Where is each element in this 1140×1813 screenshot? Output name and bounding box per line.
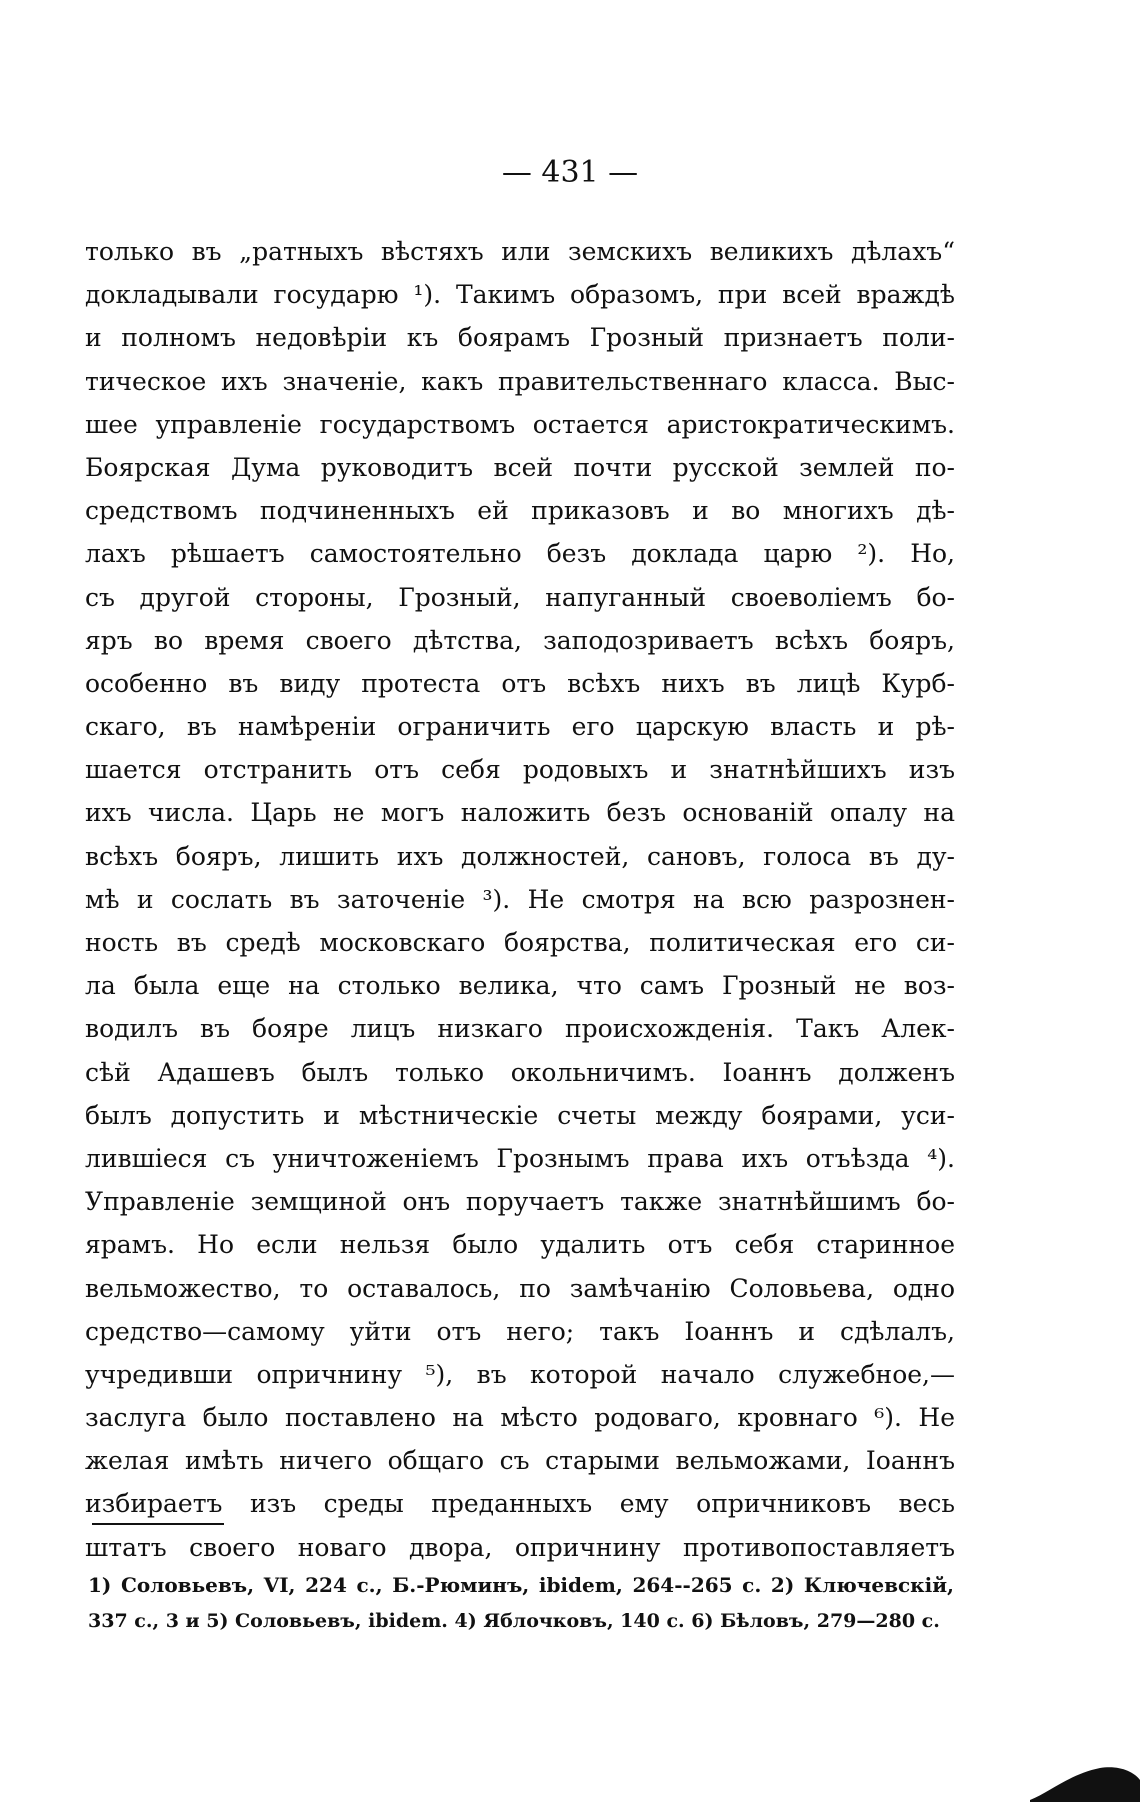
footnote-line: 337 с., 3 и 5) Соловьевъ, ibidem. 4) Яблочковъ, 140 с. 6) Бѣловъ, 279—280 с. (88, 1610, 940, 1632)
text-line: особенно въ виду протеста отъ всѣхъ нихъ въ лицѣ Курб- (85, 668, 955, 698)
ink-blot (1030, 1762, 1140, 1802)
text-line: желая имѣть ничего общаго съ старыми вельможами, Іоаннъ (85, 1446, 955, 1476)
text-line: докладывали государю ¹). Такимъ образомъ, при всей враждѣ (85, 280, 955, 310)
footnote-divider (92, 1523, 224, 1525)
text-line: ихъ числа. Царь не могъ наложить безъ основаній опалу на (85, 798, 955, 828)
page-number: — 431 — (501, 155, 639, 190)
text-line: скаго, въ намѣреніи ограничить его царскую власть и рѣ- (85, 712, 955, 742)
footnote-line: 1) Соловьевъ, VI, 224 с., Б.-Рюминъ, ibidem, 264--265 с. 2) Ключевскій, (88, 1573, 954, 1597)
text-line: ярамъ. Но если нельзя было удалить отъ себя старинное (85, 1230, 955, 1260)
text-line: шается отстранить отъ себя родовыхъ и знатнѣйшихъ изъ (85, 755, 955, 785)
body-text (85, 230, 955, 1569)
text-line: Боярская Дума руководитъ всей почти русской землей по- (85, 452, 955, 482)
footnotes (88, 1567, 954, 1639)
text-line: ла была еще на столько велика, что самъ Грозный не воз- (85, 971, 955, 1001)
text-line: шее управленіе государствомъ остается аристократическимъ. (85, 409, 955, 439)
text-line: и полномъ недовѣріи къ боярамъ Грозный признаетъ поли- (85, 323, 955, 353)
text-line: заслуга было поставлено на мѣсто родоваго, кровнаго ⁶). Не (85, 1403, 955, 1433)
text-line: ность въ средѣ московскаго боярства, политическая его си- (85, 928, 955, 957)
text-line: Управленіе земщиной онъ поручаетъ также знатнѣйшимъ бо- (85, 1187, 955, 1217)
text-line: тическое ихъ значеніе, какъ правительственнаго класса. Выс- (85, 366, 955, 396)
text-line: средствомъ подчиненныхъ ей приказовъ и во многихъ дѣ- (85, 496, 955, 526)
text-line: лахъ рѣшаетъ самостоятельно безъ доклада царю ²). Но, (85, 539, 955, 569)
text-line: былъ допустить и мѣстническіе счеты между боярами, уси- (85, 1100, 955, 1130)
text-line: средство—самому уйти отъ него; такъ Іоаннъ и сдѣлалъ, (85, 1316, 955, 1346)
text-line: всѣхъ бояръ, лишить ихъ должностей, сановъ, голоса въ ду- (85, 841, 955, 871)
text-line: штатъ своего новаго двора, опричнину противопоставляетъ (85, 1532, 955, 1562)
text-line: лившіеся съ уничтоженіемъ Грознымъ права ихъ отъѣзда ⁴). (85, 1143, 955, 1173)
text-line: мѣ и сослать въ заточеніе ³). Не смотря на всю разрознен- (85, 884, 955, 914)
text-line: водилъ въ бояре лицъ низкаго происхожденія. Такъ Алек- (85, 1014, 955, 1044)
text-line: съ другой стороны, Грозный, напуганный своеволіемъ бо- (85, 582, 955, 612)
text-line: вельможество, то оставалось, по замѣчанію Соловьева, одно (85, 1273, 955, 1303)
text-line: сѣй Адашевъ былъ только окольничимъ. Іоаннъ долженъ (85, 1057, 955, 1087)
text-line: избираетъ изъ среды преданныхъ ему опричниковъ весь (85, 1489, 955, 1519)
text-line: только въ „ратныхъ вѣстяхъ или земскихъ великихъ дѣлахъ“ (85, 237, 955, 266)
text-line: яръ во время своего дѣтства, заподозриваетъ всѣхъ бояръ, (85, 625, 955, 655)
text-line: учредивши опричнину ⁵), въ которой начало служебное,— (85, 1359, 955, 1389)
